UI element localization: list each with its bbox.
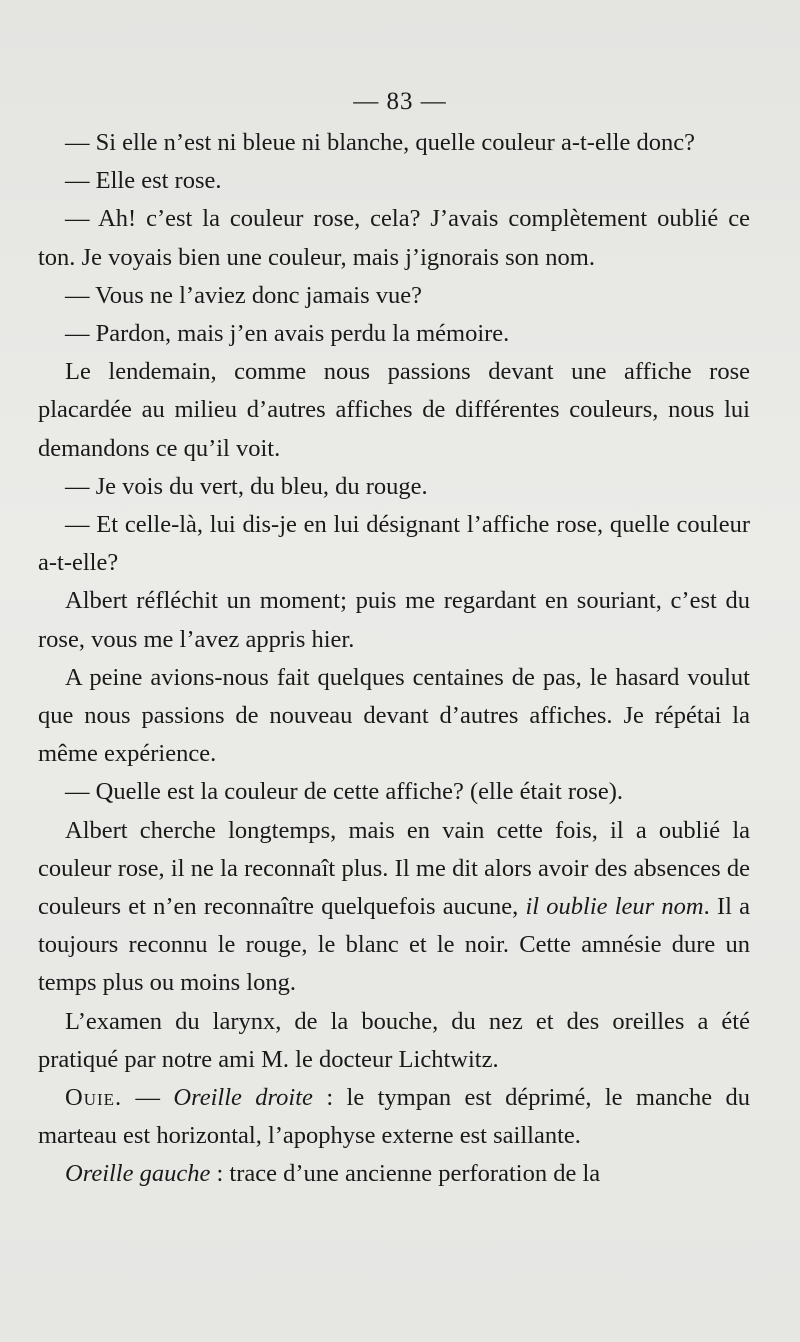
- paragraph: [38, 1155, 750, 1193]
- italic-phrase: Oreille droite: [173, 1084, 313, 1112]
- page-number: — 83 —: [353, 88, 447, 115]
- paragraph: — Ah! c’est la couleur rose, cela? J’avais complètement oublié ce ton. Je voyais bien une couleur, mais j’ignorais son nom.: [38, 205, 750, 271]
- paragraph: Albert réfléchit un moment; puis me regardant en souriant, c’est du rose, vous me l’avez appris hier.: [38, 587, 750, 653]
- italic-phrase: Oreille gauche: [65, 1160, 211, 1188]
- section-label: Ouie.: [65, 1084, 123, 1112]
- paragraph: — Si elle n’est ni bleue ni blanche, quelle couleur a-t-elle donc?: [65, 129, 695, 156]
- paragraph: — Et celle-là, lui dis-je en lui désignant l’affiche rose, quelle couleur a-t-elle?: [38, 511, 750, 577]
- paragraph: A peine avions-nous fait quelques centaines de pas, le hasard voulut que nous passions de nouveau devant d’autres affiches. Je répétai la même expérience.: [38, 663, 750, 768]
- paragraph: Le lendemain, comme nous passions devant une affiche rose placardée au milieu d’autres affiches de différentes couleurs, nous lui demandons ce qu’il voit.: [38, 358, 750, 462]
- paragraph: — Quelle est la couleur de cette affiche? (elle était rose).: [65, 778, 623, 806]
- text-run: : trace d’une ancienne perforation de la: [210, 1160, 601, 1188]
- body-text: [38, 124, 750, 1194]
- italic-phrase: il oublie leur nom: [525, 893, 704, 921]
- text-run: : le tympan est déprimé, le manche du marteau est horizontal, l’apophyse externe est saillante.: [38, 1084, 750, 1150]
- paragraph: — Je vois du vert, du bleu, du rouge.: [65, 472, 428, 500]
- paragraph: [38, 1079, 750, 1155]
- paragraph: [38, 812, 750, 1003]
- paragraph: — Elle est rose.: [65, 167, 222, 195]
- text-run: . Il a toujours reconnu le rouge, le blanc et le noir. Cette amnésie dure un temps plus ou moins long.: [38, 893, 751, 997]
- paragraph: L’examen du larynx, de la bouche, du nez et des oreilles a été pratiqué par notre ami M. le docteur Lichtwitz.: [38, 1007, 750, 1073]
- text-run: —: [122, 1084, 174, 1112]
- text-run: Albert cherche longtemps, mais en vain cette fois, il a oublié la couleur rose, il ne la reconnaît plus. Il me dit alors avoir des absences de couleurs et n’en reconnaître quelquefois aucune,: [38, 816, 750, 921]
- paragraph: — Pardon, mais j’en avais perdu la mémoire.: [65, 320, 510, 348]
- paragraph: — Vous ne l’aviez donc jamais vue?: [65, 281, 422, 309]
